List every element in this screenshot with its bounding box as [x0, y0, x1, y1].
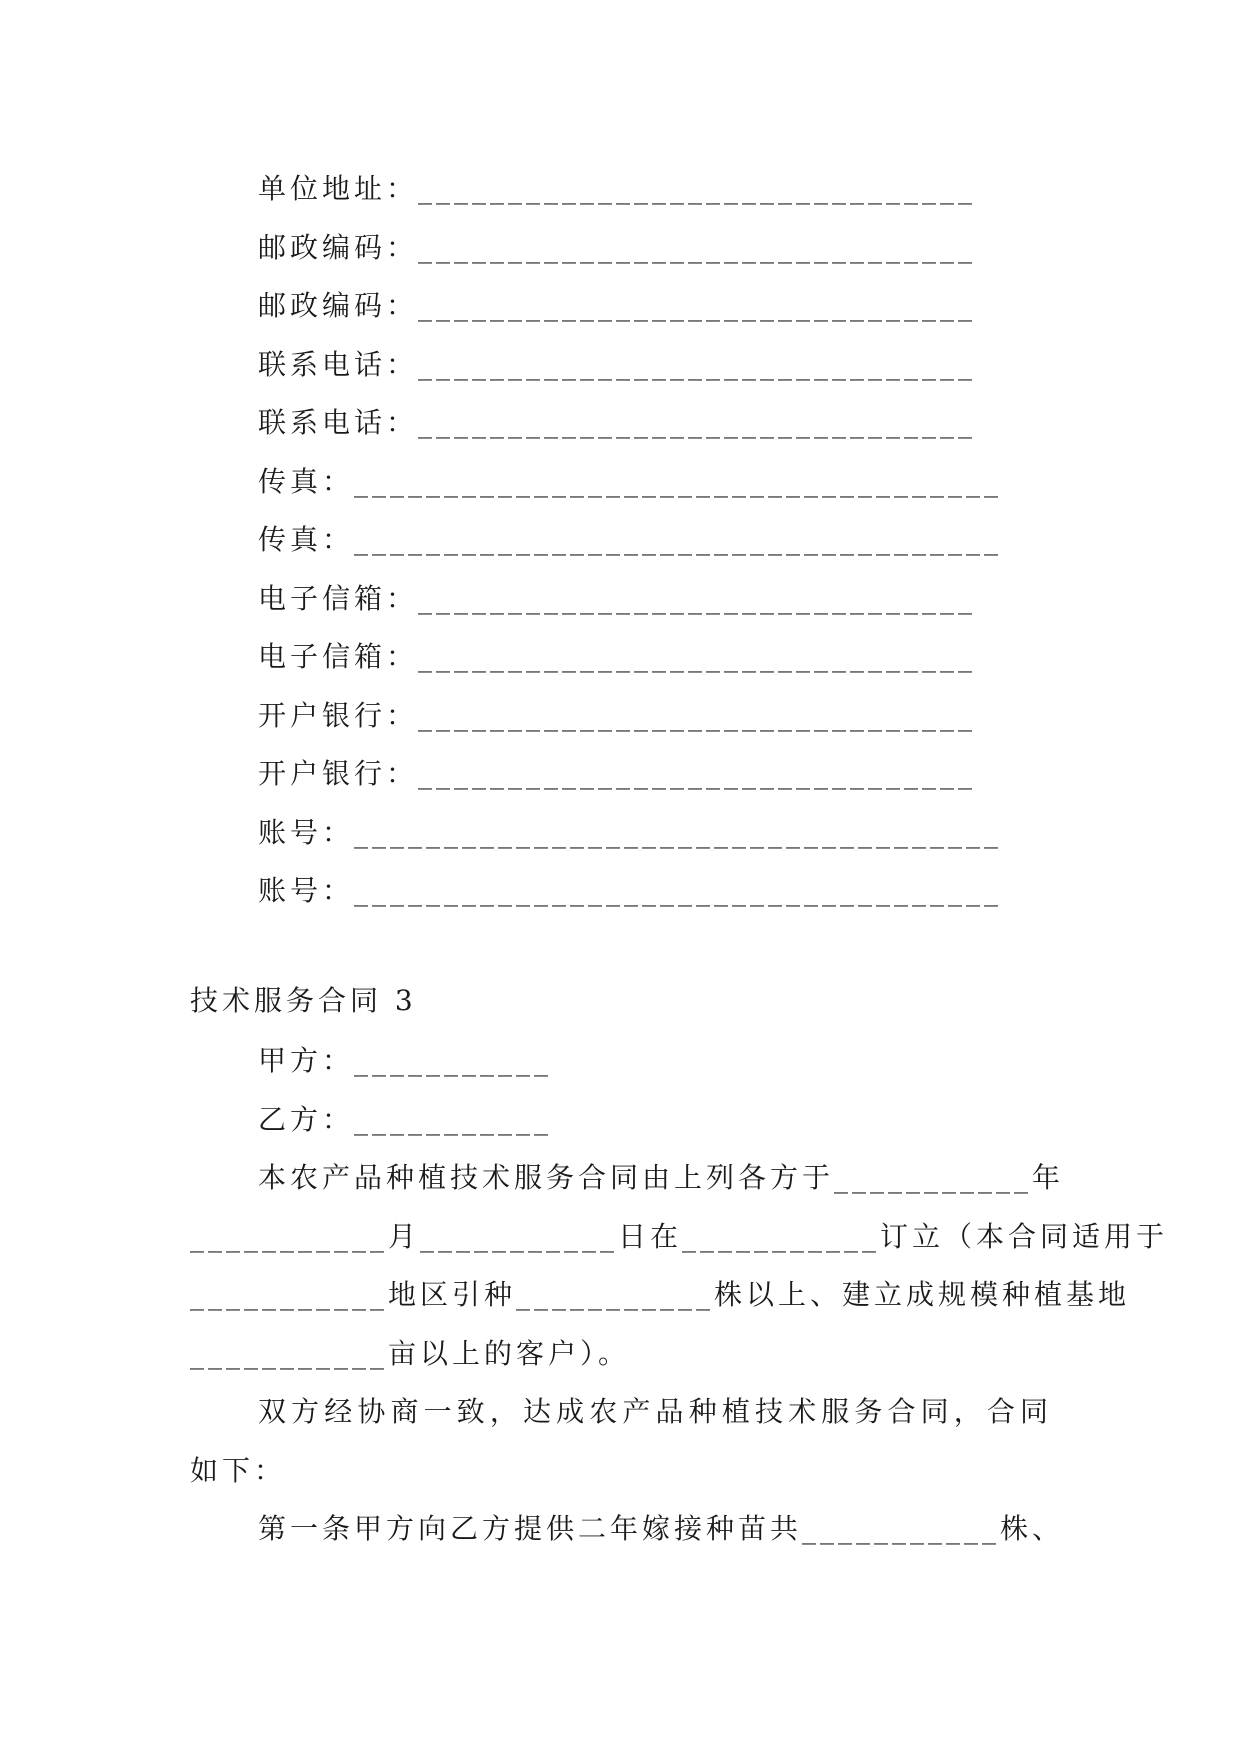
field-bank	[258, 687, 977, 746]
field-postcode	[258, 219, 977, 278]
field-blank: _______________________________	[418, 406, 977, 439]
contract-body	[190, 1032, 1169, 1559]
field-colon: ：	[386, 289, 419, 322]
party-a: 甲方：___________	[258, 1044, 553, 1077]
field-blank: ____________________________________	[354, 523, 1003, 556]
field-account	[258, 804, 1003, 863]
paragraph-line: 第一条甲方向乙方提供二年嫁接种苗共___________株、	[258, 1512, 1065, 1545]
field-blank: _______________________________	[418, 757, 977, 790]
field-colon: ：	[386, 698, 419, 732]
field-address	[258, 160, 977, 219]
field-phone	[258, 336, 977, 395]
field-blank: _______________________________	[418, 347, 977, 381]
field-label: 开户银行	[258, 757, 387, 790]
field-colon: ：	[386, 230, 419, 264]
field-phone-2	[258, 394, 977, 453]
field-account-2	[258, 862, 1003, 921]
field-blank: ____________________________________	[354, 464, 1003, 498]
field-email	[258, 570, 977, 629]
field-colon: ：	[386, 172, 419, 205]
field-label: 传真	[258, 523, 323, 556]
field-postcode-2	[258, 277, 977, 336]
field-label: 开户银行	[258, 698, 387, 732]
field-label: 邮政编码	[258, 289, 387, 322]
field-label: 电子信箱	[258, 581, 387, 615]
field-label: 电子信箱	[258, 640, 387, 673]
field-blank: _______________________________	[418, 230, 977, 264]
field-label: 联系电话	[258, 406, 387, 439]
field-colon: ：	[322, 874, 355, 907]
field-fax	[258, 453, 1003, 512]
paragraph-intro	[190, 1149, 1169, 1383]
field-label: 账号	[258, 874, 323, 907]
field-email-2	[258, 628, 977, 687]
party-b: 乙方：___________	[258, 1102, 553, 1136]
field-blank: _______________________________	[418, 640, 977, 673]
field-colon: ：	[322, 464, 355, 498]
field-colon: ：	[386, 347, 419, 381]
paragraph-line: ___________地区引种___________株以上、建立成规模种植基地	[190, 1278, 1131, 1311]
contact-field-list	[258, 160, 1003, 921]
field-colon: ：	[386, 581, 419, 615]
paragraph-line: 双方经协商一致，达成农产品种植技术服务合同，合同	[258, 1395, 1052, 1428]
paragraph-line: ___________月___________日在___________订立（本合同适用于	[190, 1219, 1169, 1253]
field-label: 账号	[258, 815, 323, 849]
contract-title: 技术服务合同 3	[190, 984, 417, 1017]
paragraph-line: 如下：	[190, 1453, 287, 1487]
field-fax-2	[258, 511, 1003, 570]
field-colon: ：	[386, 640, 419, 673]
field-blank: ____________________________________	[354, 815, 1003, 849]
field-bank-2	[258, 745, 977, 804]
field-label: 邮政编码	[258, 230, 387, 264]
paragraph-agreement	[190, 1383, 1052, 1500]
field-blank: _______________________________	[418, 289, 977, 322]
field-colon: ：	[322, 523, 355, 556]
field-blank: ____________________________________	[354, 874, 1003, 907]
field-label: 联系电话	[258, 347, 387, 381]
field-colon: ：	[386, 757, 419, 790]
field-blank: _______________________________	[418, 581, 977, 615]
field-label: 单位地址	[258, 172, 387, 205]
paragraph-line: 本农产品种植技术服务合同由上列各方于___________年	[258, 1161, 1065, 1194]
paragraph-article-1	[190, 1500, 1065, 1559]
field-blank: _______________________________	[418, 698, 977, 732]
field-label: 传真	[258, 464, 323, 498]
field-colon: ：	[386, 406, 419, 439]
field-colon: ：	[322, 815, 355, 849]
paragraph-line: ___________亩以上的客户）。	[190, 1336, 631, 1370]
field-blank: _______________________________	[418, 172, 977, 205]
